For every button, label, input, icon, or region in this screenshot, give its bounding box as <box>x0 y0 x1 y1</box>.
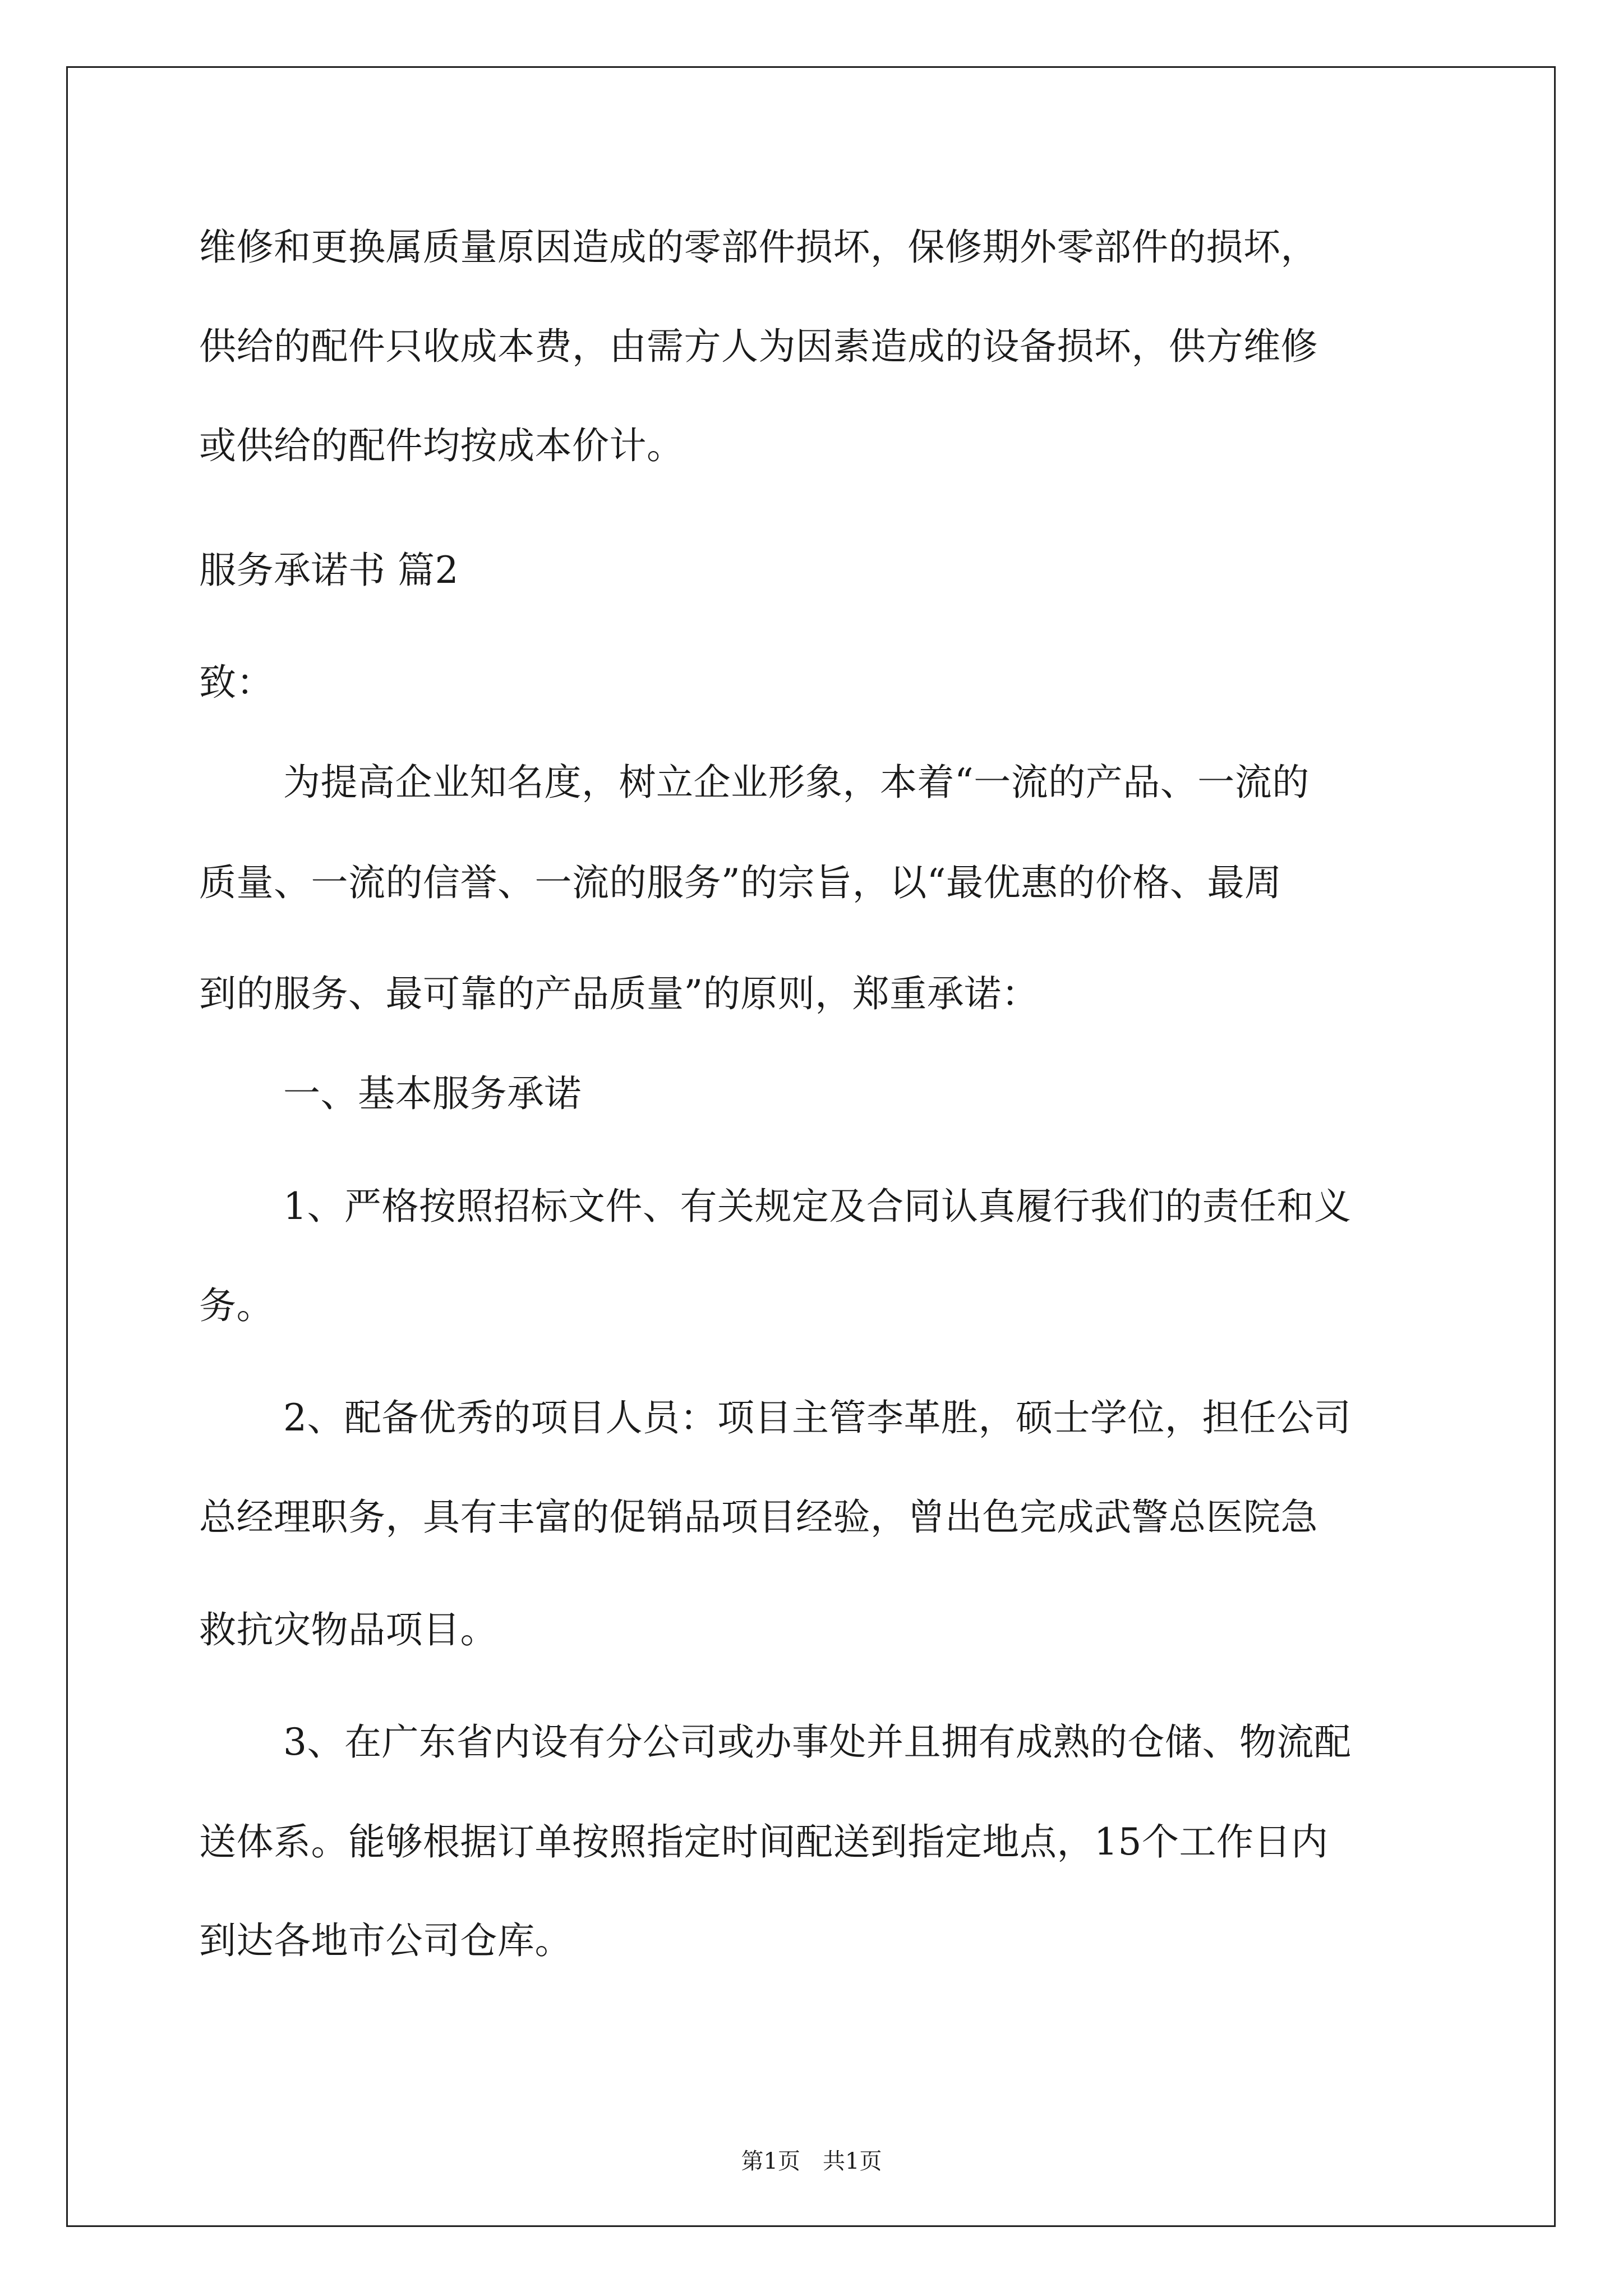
section-heading: 服务承诺书 篇2 <box>199 549 459 592</box>
text-line: 务。 <box>199 1284 274 1327</box>
text-line: 维修和更换属质量原因造成的零部件损坏，保修期外零部件的损坏， <box>199 226 1318 269</box>
text-line: 到的服务、最可靠的产品质量”的原则，郑重承诺： <box>199 972 1039 1015</box>
text-line: 供给的配件只收成本费，由需方人为因素造成的设备损坏，供方维修 <box>199 325 1318 368</box>
text-line: 1、严格按照招标文件、有关规定及合同认真履行我们的责任和义 <box>283 1185 1352 1228</box>
text-line: 总经理职务，具有丰富的促销品项目经验，曾出色完成武警总医院急 <box>199 1496 1318 1539</box>
text-line: 到达各地市公司仓库。 <box>199 1919 572 1962</box>
text-line: 或供给的配件均按成本价计。 <box>199 424 684 467</box>
text-line: 质量、一流的信誉、一流的服务”的宗旨，以“最优惠的价格、最周 <box>199 861 1282 904</box>
text-line: 为提高企业知名度，树立企业形象，本着“一流的产品、一流的 <box>283 761 1310 804</box>
text-line: 送体系。能够根据订单按照指定时间配送到指定地点，15个工作日内 <box>199 1820 1329 1864</box>
page-border <box>66 66 1556 2227</box>
subheading: 一、基本服务承诺 <box>283 1072 582 1115</box>
text-line: 3、在广东省内设有分公司或办事处并且拥有成熟的仓储、物流配 <box>283 1720 1352 1764</box>
page-number-footer: 第1页 共1页 <box>741 2148 882 2174</box>
salutation: 致： <box>199 661 274 704</box>
text-line: 救抗灾物品项目。 <box>199 1608 497 1651</box>
text-line: 2、配备优秀的项目人员：项目主管李革胜，硕士学位，担任公司 <box>283 1396 1352 1439</box>
